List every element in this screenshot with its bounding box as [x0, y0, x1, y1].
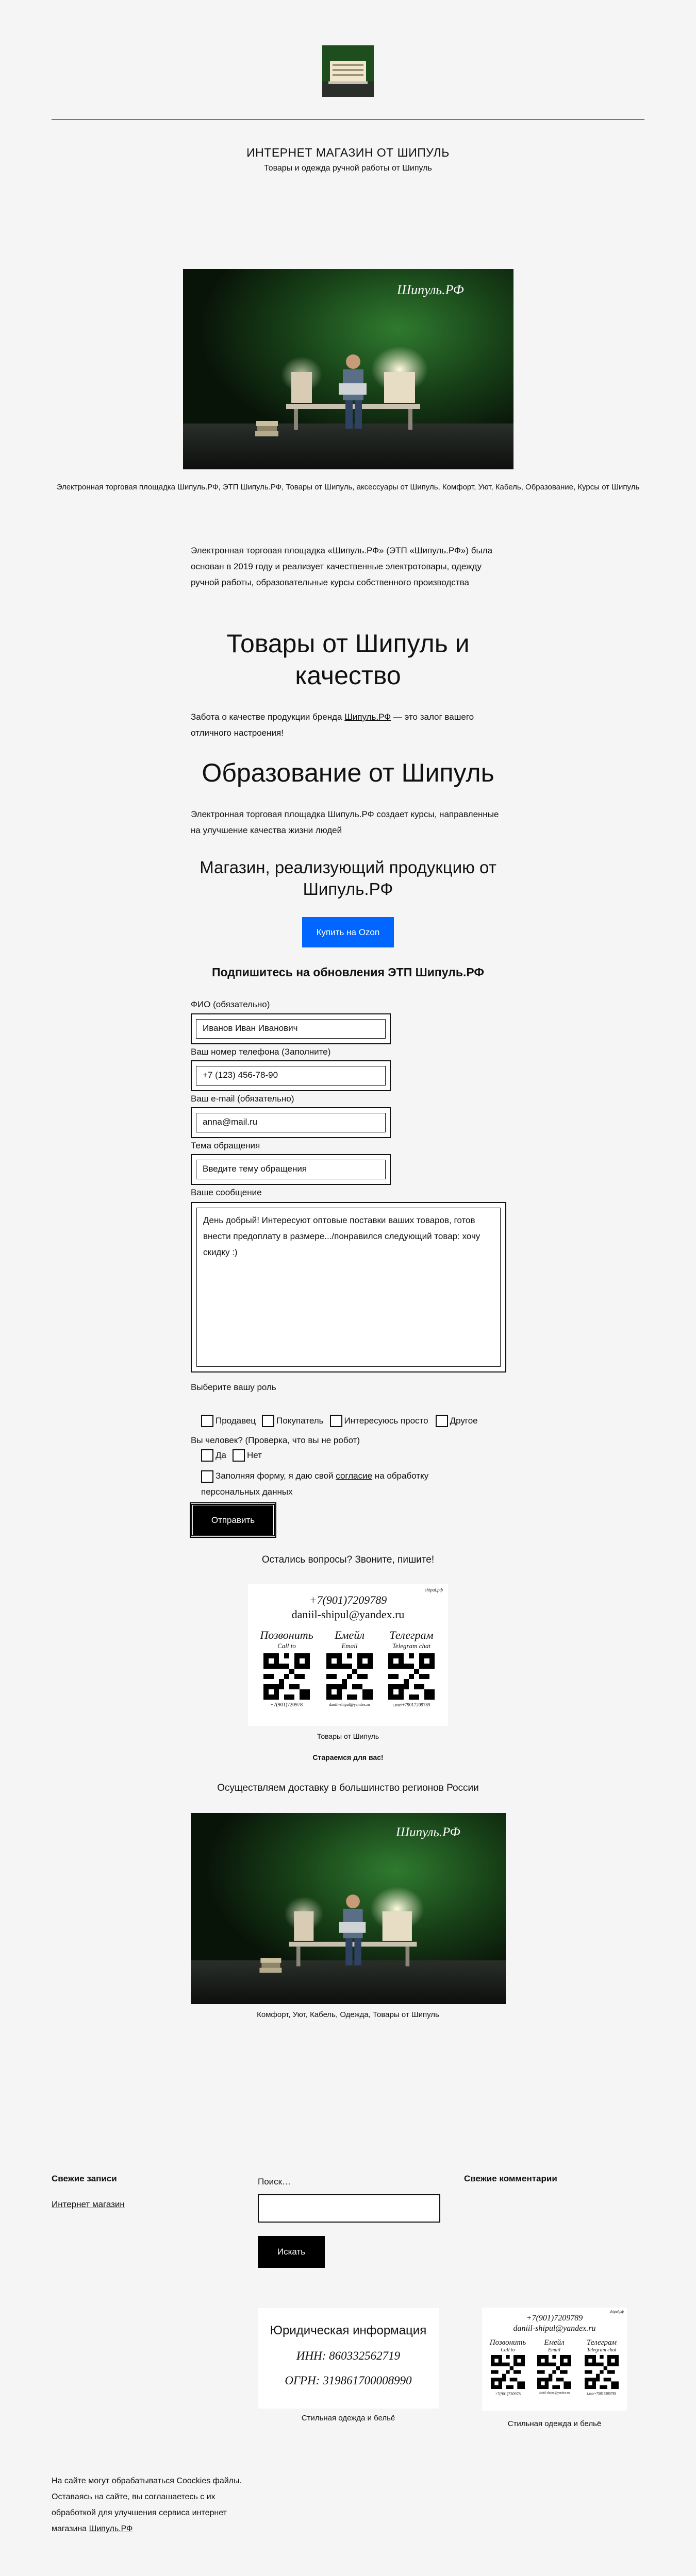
search-label: Поиск…: [258, 2177, 291, 2187]
qr-code-call-icon[interactable]: [263, 1653, 310, 1700]
legal-title: Юридическая информация: [270, 2324, 427, 2337]
subject-input[interactable]: Введите тему обращения: [196, 1160, 386, 1179]
footer-qr-telegram-icon[interactable]: [585, 2355, 619, 2389]
robot-check-label: Вы человек? (Проверка, что вы не робот): [191, 1435, 360, 1445]
fio-label: ФИО (обязательно): [191, 999, 270, 1009]
hero-watermark: Шипуль.РФ: [397, 282, 464, 297]
legal-inn: ИНН: 860332562719: [296, 2349, 401, 2362]
consent-row: Заполняя форму, я даю свой согласие на обработку персональных данных: [201, 1471, 429, 1497]
recent-post-link[interactable]: Интернет магазин: [52, 2199, 125, 2209]
header-divider: [52, 119, 644, 120]
qr-card-corner: shipul.рф: [424, 1587, 443, 1592]
fio-field[interactable]: [191, 1013, 391, 1044]
search-input[interactable]: [258, 2194, 440, 2223]
consent-link[interactable]: согласие: [336, 1471, 373, 1481]
fio-input[interactable]: Иванов Иван Иванович: [196, 1019, 386, 1039]
comfort-image: [191, 1813, 506, 2004]
brand-link[interactable]: Шипуль.РФ: [344, 712, 391, 722]
email-label: Ваш e-mail (обязательно): [191, 1094, 294, 1104]
role-checkbox-seller[interactable]: [201, 1415, 213, 1427]
recent-posts-title: Свежие записи: [52, 2174, 117, 2183]
role-seller-label: Продавец: [216, 1416, 256, 1426]
role-checkbox-buyer[interactable]: [262, 1415, 274, 1427]
robot-yes-label: Да: [216, 1450, 226, 1460]
qr-card-caption: Товары от Шипуль: [317, 1732, 379, 1740]
email-input[interactable]: anna@mail.ru: [196, 1113, 386, 1132]
message-field[interactable]: [191, 1202, 506, 1372]
legal-ogrn: ОГРН: 319861700008990: [285, 2374, 412, 2387]
heading-shop: Магазин, реализующий продукцию от Шипуль.РФ: [200, 858, 496, 899]
image2-watermark: Шипуль.РФ: [396, 1825, 460, 1839]
role-checkbox-other[interactable]: [436, 1415, 448, 1427]
role-buyer-label: Покупатель: [276, 1416, 324, 1426]
recent-comments-title: Свежие комментарии: [464, 2174, 557, 2183]
qr-code-email-icon[interactable]: [326, 1653, 373, 1700]
subject-label: Тема обращения: [191, 1141, 260, 1150]
hero-caption: Электронная торговая площадка Шипуль.РФ, ЭТП Шипуль.РФ, Товары от Шипуль, аксессуары от Шипуль, Комфорт, Уют, Кабель, Образование, Курсы от Шипуль: [56, 483, 640, 492]
phone-label: Ваш номер телефона (Заполните): [191, 1047, 331, 1057]
footer-qr-caption: Стильная одежда и бельё: [507, 2419, 602, 2428]
footer-qr-card: shipul.рф +7(901)7209789 daniil-shipul@yandex.ru Позвонить Call to +7(901)720978 Емейл Email daniil-shipul@yandex.ru Телеграм Telegram chat t.me/+79017209789: [482, 2308, 627, 2411]
robot-no-checkbox[interactable]: [233, 1449, 245, 1462]
role-label: Выберите вашу роль: [191, 1382, 276, 1392]
subject-field[interactable]: [191, 1154, 391, 1185]
site-title[interactable]: ИНТЕРНЕТ МАГАЗИН ОТ ШИПУЛЬ: [246, 146, 450, 159]
qr-code-telegram-icon[interactable]: [388, 1653, 435, 1700]
role-checkbox-curious[interactable]: [330, 1415, 342, 1427]
search-button[interactable]: Искать: [258, 2236, 325, 2268]
legal-caption: Стильная одежда и бельё: [301, 2414, 395, 2422]
delivery-text: Осуществляем доставку в большинство регионов России: [217, 1783, 479, 1793]
qr-card-phone: +7(901)7209789: [309, 1594, 387, 1606]
hero-image: [183, 269, 513, 469]
phone-input[interactable]: +7 (123) 456-78-90: [196, 1066, 386, 1086]
intro-paragraph: Электронная торговая площадка «Шипуль.РФ» (ЭТП «Шипуль.РФ») была основан в 2019 году и реализует качественные электротовары, одежду ручной работы, образовательные курсы собственного производства: [191, 546, 493, 587]
robot-no-label: Нет: [246, 1450, 262, 1460]
contact-question: Остались вопросы? Звоните, пишите!: [261, 1554, 435, 1565]
site-logo[interactable]: [322, 45, 374, 97]
cookies-site-link[interactable]: Шипуль.РФ: [89, 2524, 133, 2533]
site-description: Товары и одежда ручной работы от Шипуль: [264, 164, 432, 173]
contact-qr-card: [248, 1584, 448, 1726]
heading-goods: Товары от Шипуль и качество: [226, 629, 470, 690]
heading-education: Образование от Шипуль: [202, 758, 494, 787]
cookies-notice: На сайте могут обрабатываться Coockies файлы. Оставаясь на сайте, вы соглашаетесь с их обработкой для улучшения сервиса интернет магазина Шипуль.РФ: [52, 2477, 242, 2533]
tagline: Стараемся для вас!: [312, 1753, 384, 1761]
role-other-label: Другое: [450, 1416, 478, 1426]
footer-qr-email-icon[interactable]: [537, 2355, 571, 2389]
subscribe-form-title: Подпишитесь на обновления ЭТП Шипуль.РФ: [211, 965, 485, 979]
phone-field[interactable]: [191, 1060, 391, 1091]
legal-info-card: [258, 2308, 439, 2409]
buy-on-ozon-button[interactable]: Купить на Ozon: [302, 917, 394, 947]
image2-caption: Комфорт, Уют, Кабель, Одежда, Товары от Шипуль: [257, 2010, 439, 2019]
message-textarea[interactable]: День добрый! Интересуют оптовые поставки ваших товаров, готов внести предоплату в размере.../понравился следующий товар: хочу скидку :): [196, 1208, 501, 1367]
robot-yes-checkbox[interactable]: [201, 1449, 213, 1462]
footer-qr-call-icon[interactable]: [491, 2355, 525, 2389]
qr-call-column: Позвонить Call to +7(901)720978: [260, 1629, 313, 1708]
quality-paragraph: Забота о качестве продукции бренда Шипуль.РФ — это залог вашего отличного настроения!: [191, 712, 474, 738]
email-field[interactable]: [191, 1107, 391, 1138]
robot-options: [201, 1449, 262, 1462]
role-curious-label: Интересуюсь просто: [344, 1416, 428, 1426]
qr-email-column: Емейл Email daniil-shipul@yandex.ru: [321, 1629, 378, 1707]
consent-checkbox[interactable]: [201, 1470, 213, 1483]
role-options: [201, 1415, 478, 1427]
qr-card-email: daniil-shipul@yandex.ru: [291, 1608, 405, 1621]
qr-telegram-column: Телеграм Telegram chat t.me/+79017209789: [383, 1629, 440, 1707]
education-paragraph: Электронная торговая площадка Шипуль.РФ создает курсы, направленные на улучшение качества жизни людей: [191, 809, 499, 835]
message-label: Ваше сообщение: [191, 1188, 262, 1197]
submit-button[interactable]: Отправить: [191, 1503, 275, 1537]
